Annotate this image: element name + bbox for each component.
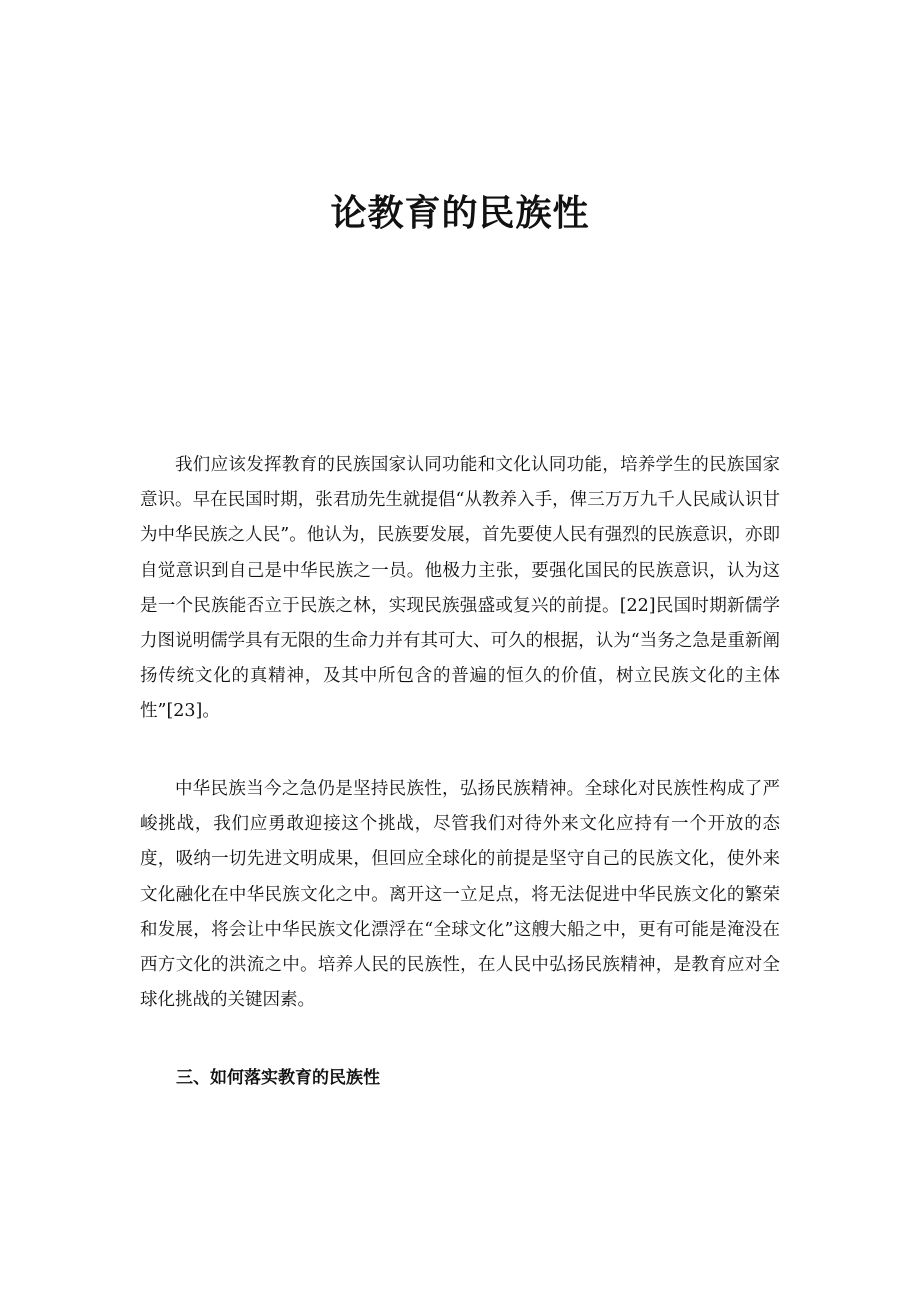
section-heading: 三、如何落实教育的民族性 [176,1068,380,1088]
document-title: 论教育的民族性 [330,193,590,234]
body-paragraph-2: 中华民族当今之急仍是坚持民族性，弘扬民族精神。全球化对民族性构成了严峻挑战，我们应勇敢迎接这个挑战，尽管我们对待外来文化应持有一个开放的态度，吸纳一切先进文明成果，但回应全球化的前提是坚守自己的民族文化，使外来文化融化在中华民族文化之中。离开这一立足点，将无法促进中华民族文化的繁荣和发展，将会让中华民族文化漂浮在“全球文化”这艘大船之中，更有可能是淹没在西方文化的洪流之中。培养人民的民族性，在人民中弘扬民族精神，是教育应对全球化挑战的关键因素。 [140,779,780,1011]
body-paragraph-1: 我们应该发挥教育的民族国家认同功能和文化认同功能，培养学生的民族国家意识。早在民国时期，张君劢先生就提倡“从教养入手，俾三万万九千人民咸认识甘为中华民族之人民”。他认为，民族要发展，首先要使人民有强烈的民族意识，亦即自觉意识到自己是中华民族之一员。他极力主张，要强化国民的民族意识，认为这是一个民族能否立于民族之林，实现民族强盛或复兴的前提。[22]民国时期新儒学力图说明儒学具有无限的生命力并有其可大、可久的根据，认为“当务之急是重新阐扬传统文化的真精神，及其中所包含的普遍的恒久的价值，树立民族文化的主体性”[23]。 [140,455,780,722]
